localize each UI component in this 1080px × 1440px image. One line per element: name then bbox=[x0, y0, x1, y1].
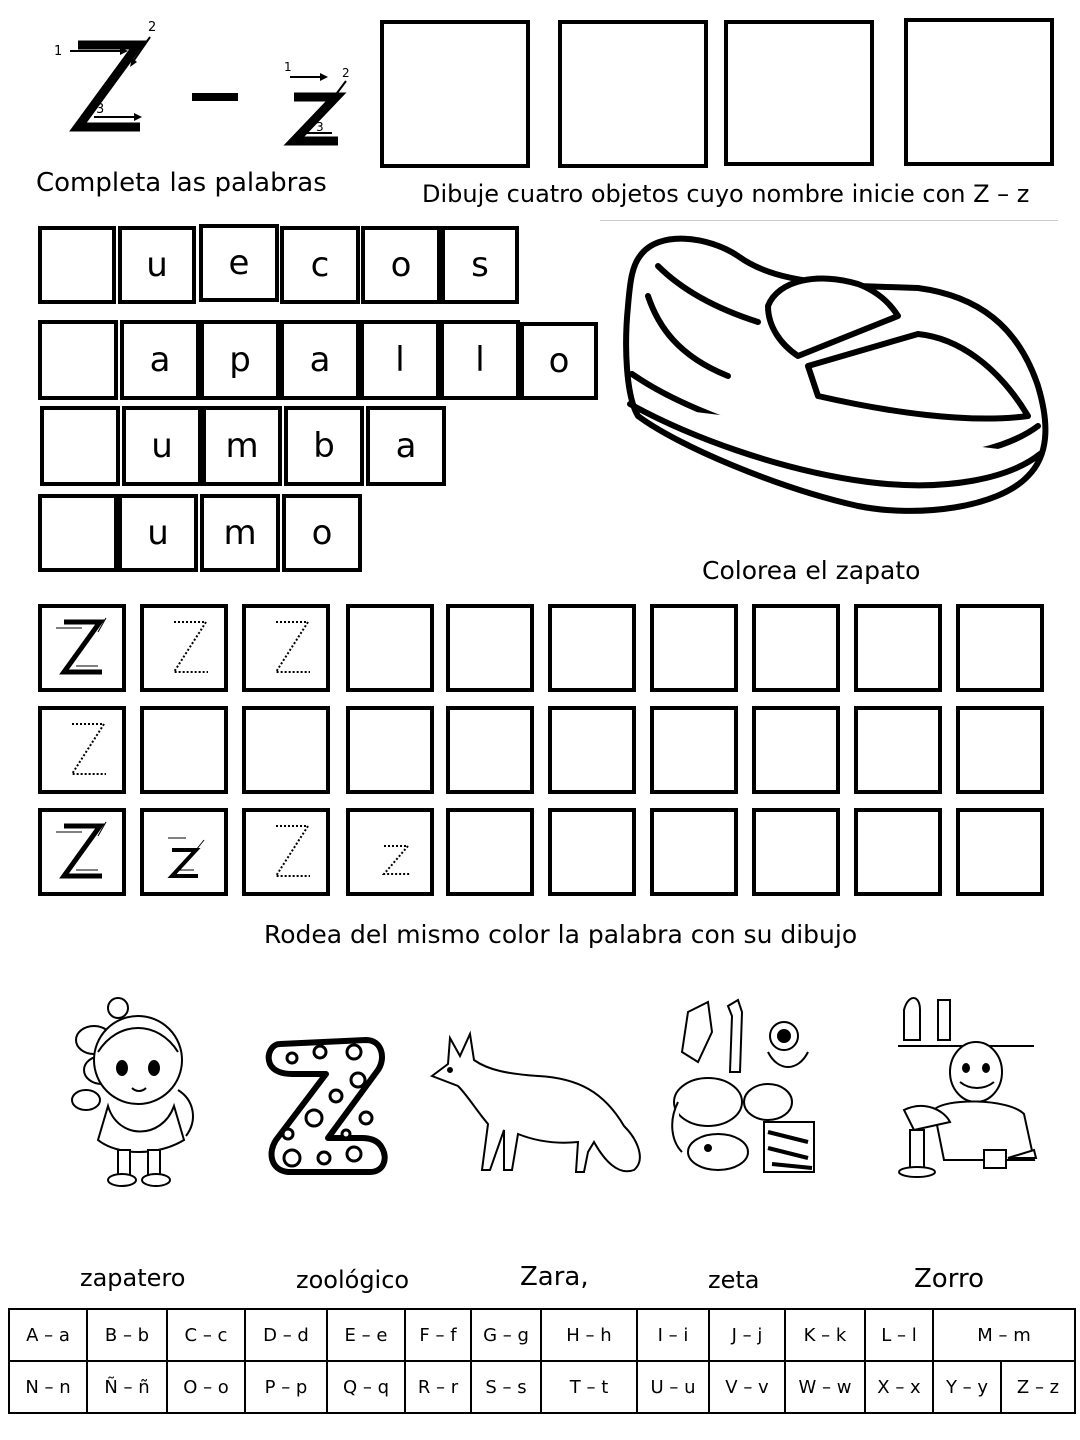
alphabet-cell: R – r bbox=[405, 1361, 471, 1413]
letter-box: m bbox=[200, 494, 280, 572]
girl-zara-icon[interactable] bbox=[58, 990, 208, 1190]
empty-practice-box[interactable] bbox=[752, 604, 840, 692]
svg-text:3: 3 bbox=[316, 120, 324, 134]
alphabet-table bbox=[8, 1308, 1076, 1414]
alphabet-cell: S – s bbox=[471, 1361, 541, 1413]
model-uppercase-z-box[interactable] bbox=[38, 604, 126, 692]
svg-text:2: 2 bbox=[342, 66, 350, 80]
zoo-animals-icon[interactable] bbox=[668, 992, 828, 1182]
letter-box: a bbox=[120, 320, 200, 400]
shoemaker-icon[interactable] bbox=[884, 990, 1044, 1180]
alphabet-cell: O – o bbox=[167, 1361, 245, 1413]
word-zeta[interactable]: zeta bbox=[708, 1266, 760, 1294]
uppercase-z-dotted-icon bbox=[246, 812, 326, 892]
letter-box: c bbox=[280, 226, 360, 304]
alphabet-cell: X – x bbox=[865, 1361, 933, 1413]
alphabet-cell: A – a bbox=[9, 1309, 87, 1361]
empty-practice-box[interactable] bbox=[548, 808, 636, 896]
tracing-uppercase-z-box[interactable] bbox=[140, 604, 228, 692]
alphabet-cell: Ñ – ñ bbox=[87, 1361, 167, 1413]
tracing-uppercase-z-box[interactable] bbox=[38, 706, 126, 794]
draw-objects-instruction: Dibuje cuatro objetos cuyo nombre inicie con Z – z bbox=[422, 180, 1030, 208]
alphabet-cell: U – u bbox=[637, 1361, 709, 1413]
alphabet-cell: F – f bbox=[405, 1309, 471, 1361]
empty-practice-box[interactable] bbox=[854, 808, 942, 896]
empty-practice-box[interactable] bbox=[956, 604, 1044, 692]
color-shoe-instruction: Colorea el zapato bbox=[702, 556, 921, 585]
alphabet-cell: C – c bbox=[167, 1309, 245, 1361]
blank-letter-box[interactable] bbox=[40, 406, 120, 486]
word-zapatero[interactable]: zapatero bbox=[80, 1264, 186, 1292]
tracing-uppercase-z-box[interactable] bbox=[242, 604, 330, 692]
alphabet-cell: M – m bbox=[933, 1309, 1075, 1361]
empty-practice-box[interactable] bbox=[752, 808, 840, 896]
drawing-box-2[interactable] bbox=[558, 20, 708, 168]
letter-box: p bbox=[200, 320, 280, 400]
empty-practice-box[interactable] bbox=[446, 604, 534, 692]
uppercase-z-model-icon bbox=[50, 15, 180, 145]
svg-text:1: 1 bbox=[284, 60, 292, 74]
empty-practice-box[interactable] bbox=[650, 604, 738, 692]
blank-letter-box[interactable] bbox=[38, 494, 118, 572]
alphabet-cell: B – b bbox=[87, 1309, 167, 1361]
empty-practice-box[interactable] bbox=[446, 808, 534, 896]
letter-box: a bbox=[366, 406, 446, 486]
uppercase-z-model-icon bbox=[42, 812, 122, 892]
header-dash bbox=[192, 93, 238, 101]
tracing-uppercase-z-box[interactable] bbox=[242, 808, 330, 896]
model-lowercase-z-box[interactable] bbox=[140, 808, 228, 896]
letter-box: a bbox=[280, 320, 360, 400]
alphabet-cell: I – i bbox=[637, 1309, 709, 1361]
alphabet-cell: H – h bbox=[541, 1309, 637, 1361]
fox-icon[interactable] bbox=[428, 1030, 648, 1180]
empty-practice-box[interactable] bbox=[956, 808, 1044, 896]
alphabet-cell: T – t bbox=[541, 1361, 637, 1413]
uppercase-z-dotted-icon bbox=[42, 710, 122, 790]
alphabet-cell: V – v bbox=[709, 1361, 785, 1413]
alphabet-cell: N – n bbox=[9, 1361, 87, 1413]
empty-practice-box[interactable] bbox=[956, 706, 1044, 794]
alphabet-cell: D – d bbox=[245, 1309, 327, 1361]
alphabet-cell: L – l bbox=[865, 1309, 933, 1361]
word-zoologico[interactable]: zoológico bbox=[296, 1266, 410, 1294]
shoe-coloring-icon[interactable] bbox=[618, 226, 1058, 526]
alphabet-cell: Z – z bbox=[1001, 1361, 1075, 1413]
model-uppercase-z-box[interactable] bbox=[38, 808, 126, 896]
header-letters bbox=[40, 15, 360, 145]
letter-box: b bbox=[284, 406, 364, 486]
empty-practice-box[interactable] bbox=[346, 706, 434, 794]
tracing-lowercase-z-box[interactable] bbox=[346, 808, 434, 896]
empty-practice-box[interactable] bbox=[548, 604, 636, 692]
letter-box: u bbox=[118, 494, 198, 572]
drawing-box-4[interactable] bbox=[904, 18, 1054, 166]
empty-practice-box[interactable] bbox=[140, 706, 228, 794]
alphabet-cell: G – g bbox=[471, 1309, 541, 1361]
empty-practice-box[interactable] bbox=[752, 706, 840, 794]
alphabet-cell: W – w bbox=[785, 1361, 865, 1413]
drawing-box-1[interactable] bbox=[380, 20, 530, 168]
svg-text:1: 1 bbox=[54, 44, 63, 59]
letter-box: s bbox=[441, 226, 519, 304]
letter-z-dots-icon[interactable] bbox=[262, 1030, 392, 1180]
svg-text:3: 3 bbox=[96, 102, 105, 117]
divider-line bbox=[600, 220, 1058, 221]
alphabet-cell: Q – q bbox=[327, 1361, 405, 1413]
empty-practice-box[interactable] bbox=[446, 706, 534, 794]
alphabet-cell: E – e bbox=[327, 1309, 405, 1361]
blank-letter-box[interactable] bbox=[38, 226, 116, 304]
letter-box: u bbox=[118, 226, 196, 304]
blank-letter-box[interactable] bbox=[38, 320, 118, 400]
alphabet-row-2 bbox=[9, 1361, 1075, 1413]
empty-practice-box[interactable] bbox=[650, 808, 738, 896]
empty-practice-box[interactable] bbox=[854, 706, 942, 794]
alphabet-cell: K – k bbox=[785, 1309, 865, 1361]
letter-box: l bbox=[440, 320, 520, 400]
alphabet-row-1 bbox=[9, 1309, 1075, 1361]
letter-box: m bbox=[202, 406, 282, 486]
alphabet-cell: Y – y bbox=[933, 1361, 1001, 1413]
lowercase-z-model-icon bbox=[144, 812, 224, 892]
complete-words-instruction: Completa las palabras bbox=[36, 168, 327, 198]
svg-text:2: 2 bbox=[148, 20, 157, 35]
lowercase-z-model-icon bbox=[276, 55, 356, 155]
letter-box: u bbox=[122, 406, 202, 486]
letter-box: o bbox=[282, 494, 362, 572]
word-zorro[interactable]: Zorro bbox=[914, 1264, 984, 1294]
empty-practice-box[interactable] bbox=[650, 706, 738, 794]
empty-practice-box[interactable] bbox=[854, 604, 942, 692]
uppercase-z-dotted-icon bbox=[246, 608, 326, 688]
letter-box: o bbox=[361, 226, 441, 304]
circle-words-instruction: Rodea del mismo color la palabra con su dibujo bbox=[264, 920, 858, 949]
letter-box: l bbox=[360, 320, 440, 400]
alphabet-cell: P – p bbox=[245, 1361, 327, 1413]
drawing-box-3[interactable] bbox=[724, 20, 874, 166]
uppercase-z-dotted-icon bbox=[144, 608, 224, 688]
word-zara[interactable]: Zara, bbox=[520, 1262, 589, 1292]
uppercase-z-model-icon bbox=[42, 608, 122, 688]
lowercase-z-dotted-icon bbox=[350, 812, 430, 892]
alphabet-cell: J – j bbox=[709, 1309, 785, 1361]
empty-practice-box[interactable] bbox=[242, 706, 330, 794]
letter-box: e bbox=[199, 224, 279, 302]
empty-practice-box[interactable] bbox=[346, 604, 434, 692]
empty-practice-box[interactable] bbox=[548, 706, 636, 794]
letter-box: o bbox=[520, 322, 598, 400]
